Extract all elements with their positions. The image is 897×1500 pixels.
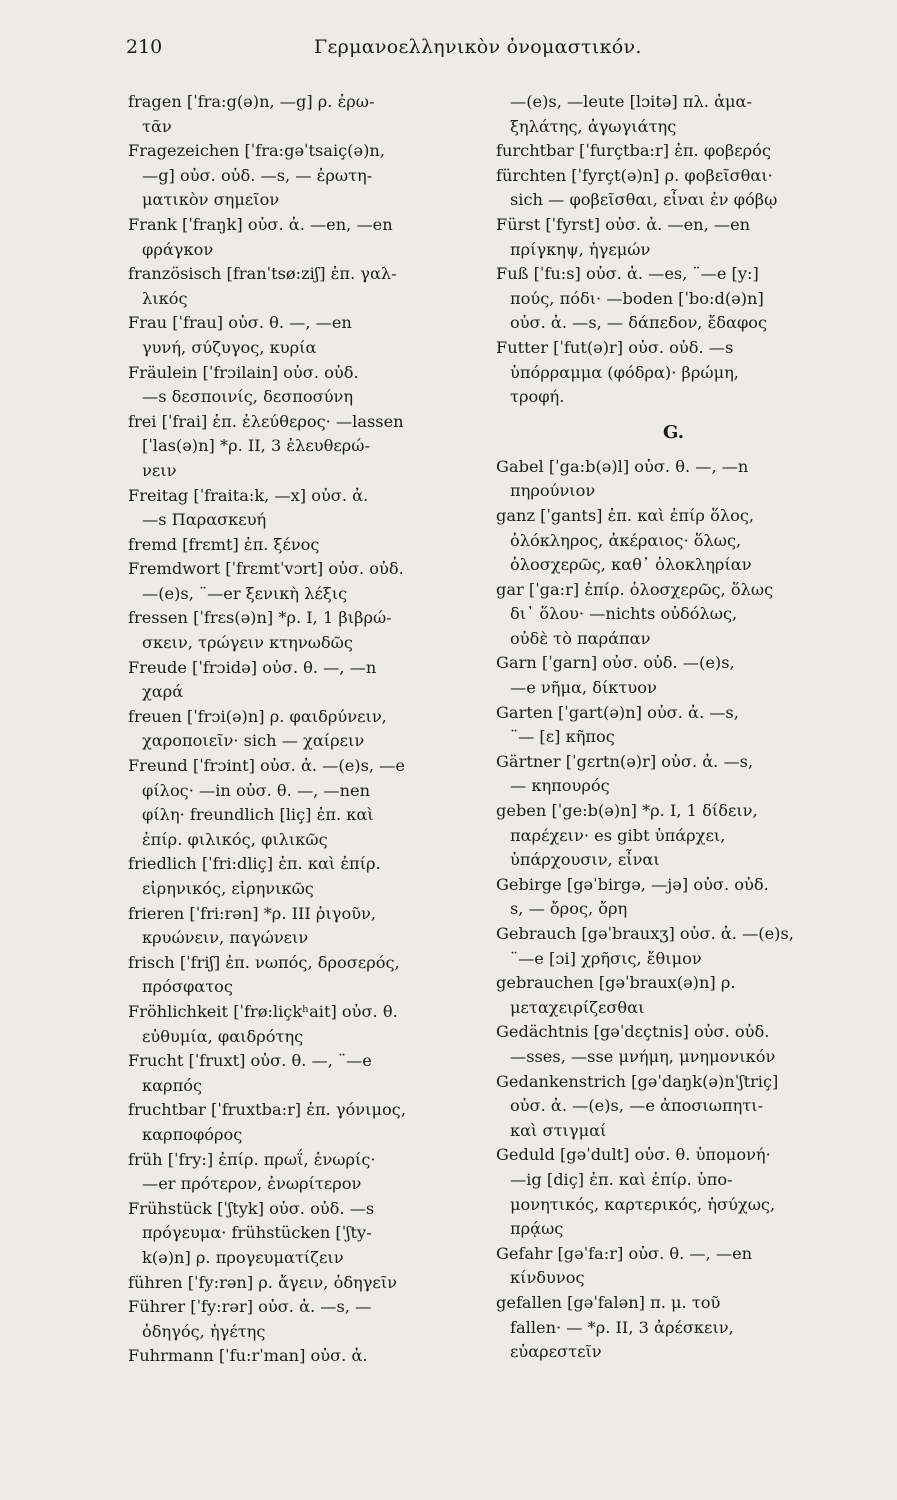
left-column-line: ἐπίρ. φιλικός, φιλικῶς — [142, 829, 328, 849]
left-column-line: Frank [ˈfraŋk] οὐσ. ἀ. —en, —en — [128, 214, 393, 234]
left-column-line: freuen [ˈfrɔi(ə)n] ρ. φαιδρύνειν, — [128, 706, 387, 726]
section-letter: G. — [663, 421, 684, 443]
left-column-line: εἰρηνικός, εἰρηνικῶς — [142, 879, 314, 898]
right-column-line: furchtbar [ˈfurçtba:r] ἐπ. φοβερός — [496, 141, 771, 161]
left-column-line: ὁδηγός, ἡγέτης — [142, 1321, 266, 1341]
left-column-line: εὐθυμία, φαιδρότης — [142, 1026, 304, 1046]
left-column-line: πρόσφατος — [142, 977, 233, 997]
left-column-line: γυνή, σύζυγος, κυρία — [142, 337, 317, 357]
left-column-line: φράγκον — [142, 239, 214, 259]
right-column-line: ¨—e [ɔi] χρῆσις, ἔθιμον — [510, 948, 702, 968]
left-column-line: —s Παρασκευή — [142, 510, 267, 530]
left-column-line: Freitag [ˈfraita:k, —x] οὐσ. ἀ. — [128, 485, 369, 505]
left-column-line: —er πρότερον, ἐνωρίτερον — [142, 1174, 362, 1194]
running-title: Γερμανοελληνικὸν ὀνομαστικόν. — [314, 36, 642, 58]
left-column-line: Frühstück [ˈʃtyk] οὐσ. οὐδ. —s — [128, 1198, 375, 1218]
right-column-line: εὐαρεστεῖν — [510, 1342, 602, 1362]
right-column-line: sich — φοβεῖσθαι, εἶναι ἐν φόβῳ — [510, 190, 778, 210]
right-column-line: Gedächtnis [gəˈdɛçtnis] οὐσ. οὐδ. — [496, 1022, 770, 1042]
page-header — [0, 28, 897, 68]
left-column-line: frisch [ˈfriʃ] ἐπ. νωπός, δροσερός, — [128, 952, 400, 972]
right-column-line: Fuß [ˈfu:s] οὐσ. ἀ. —es, ¨—e [y:] — [496, 264, 759, 284]
left-column-line: Freude [ˈfrɔidə] οὐσ. θ. —, —n — [128, 657, 377, 677]
left-column-line: fragen [ˈfra:g(ə)n, —g] ρ. ἐρω- — [128, 92, 375, 111]
right-column-line: ¨— [ɛ] κῆπος — [510, 727, 615, 747]
right-column-line: δι᾽ ὅλου· —nichts οὐδόλως, — [510, 604, 738, 624]
right-column-line: Fürst [ˈfyrst] οὐσ. ἀ. —en, —en — [496, 214, 751, 234]
right-column-line: ξηλάτης, ἀγωγιάτης — [510, 116, 677, 136]
right-column-line: Gebirge [gəˈbirgə, —jə] οὐσ. οὐδ. — [496, 874, 769, 894]
right-column-line: πούς, πόδι· —boden [ˈbo:d(ə)n] — [510, 288, 764, 308]
left-column-line: σκειν, τρώγειν κτηνωδῶς — [142, 633, 353, 653]
right-column — [496, 90, 851, 1365]
right-column-line: Gabel [ˈga:b(ə)l] οὐσ. θ. —, —n — [496, 456, 749, 476]
left-column-line: —g] οὐσ. οὐδ. —s, — ἐρωτη- — [142, 165, 373, 185]
right-column-line: gefallen [gəˈfalən] π. μ. τοῦ — [496, 1292, 721, 1312]
left-column-line: —(e)s, ¨—er ξενικὴ λέξις — [142, 583, 348, 603]
left-column-line: λικός — [142, 288, 188, 308]
left-column-line: —s δεσποινίς, δεσποσύνη — [142, 387, 354, 407]
left-column-line: Fremdwort [ˈfrɛmtˈvɔrt] οὐσ. οὐδ. — [128, 559, 404, 579]
right-column-line: παρέχειν· es gibt ὑπάρχει, — [510, 825, 726, 845]
right-column-line: fallen· — *ρ. II, 3 ἀρέσκειν, — [510, 1317, 734, 1337]
left-column-line: [ˈlas(ə)n] *ρ. II, 3 ἐλευθερώ- — [142, 436, 370, 456]
left-column-line: πρόγευμα· frühstücken [ˈʃty- — [142, 1223, 372, 1243]
left-column-line: k(ə)n] ρ. προγευματίζειν — [142, 1247, 344, 1267]
left-column-line: frei [ˈfrai] ἐπ. ἐλεύθερος· —lassen — [128, 411, 404, 431]
right-column-line: Gärtner [ˈgɛrtn(ə)r] οὐσ. ἀ. —s, — [496, 751, 754, 771]
right-column-line: —e νῆμα, δίκτυον — [510, 678, 657, 698]
right-column-line: Gedankenstrich [gəˈdaŋk(ə)nˈʃtriç] — [496, 1071, 779, 1091]
left-column-line: Fräulein [ˈfrɔilain] οὐσ. οὐδ. — [128, 362, 359, 382]
left-column-line: Freund [ˈfrɔint] οὐσ. ἀ. —(e)s, —e — [128, 756, 405, 776]
right-column-line: Garn [ˈgarn] οὐσ. οὐδ. —(e)s, — [496, 653, 735, 673]
left-column-line: Fuhrmann [ˈfu:rˈman] οὐσ. ἀ. — [128, 1346, 368, 1366]
left-column-line: τᾶν — [142, 116, 172, 136]
left-column-line: νειν — [142, 460, 177, 480]
right-column-line: s, — ὄρος, ὄρη — [510, 899, 628, 919]
left-column-line: χαροποιεῖν· sich — χαίρειν — [142, 731, 365, 751]
right-column-line: τροφή. — [510, 387, 565, 407]
right-column-line: πηρούνιον — [510, 481, 596, 501]
left-column-line: französisch [franˈtsø:ziʃ] ἐπ. γαλ- — [128, 264, 397, 284]
left-column-line: frieren [ˈfri:rən] *ρ. III ῥιγοῦν, — [128, 903, 377, 923]
right-column-line: —(e)s, —leute [lɔitə] πλ. ἁμα- — [510, 92, 752, 111]
left-column-line: friedlich [ˈfri:dliç] ἐπ. καὶ ἐπίρ. — [128, 854, 381, 874]
right-column-line: geben [ˈge:b(ə)n] *ρ. I, 1 δίδειν, — [496, 801, 758, 821]
left-column-line: φίλος· —in οὐσ. θ. —, —nen — [142, 780, 371, 800]
left-column-line: Fröhlichkeit [ˈfrø:liçkʰait] οὐσ. θ. — [128, 1001, 398, 1021]
right-column-line: —sses, —sse μνήμη, μνημονικόν — [510, 1046, 776, 1066]
left-column-line: κρυώνειν, παγώνειν — [142, 928, 309, 948]
left-column-line: καρπός — [142, 1075, 203, 1095]
right-column-line: Futter [ˈfut(ə)r] οὐσ. οὐδ. —s — [496, 337, 734, 357]
right-column-line: ὁλοσχερῶς, καθ᾽ ὁλοκληρίαν — [510, 555, 752, 575]
right-column-line: ὑπόρραμμα (φόδρα)· βρώμη, — [510, 362, 739, 382]
right-column-line: fürchten [ˈfyrçt(ə)n] ρ. φοβεῖσθαι· — [496, 165, 773, 185]
left-column-line: χαρά — [142, 682, 184, 702]
right-column-line: ὁλόκληρος, ἀκέραιος· ὅλως, — [510, 530, 742, 550]
left-column-line: ματικὸν σημεῖον — [142, 190, 280, 210]
left-column-line: fruchtbar [ˈfruxtba:r] ἐπ. γόνιμος, — [128, 1100, 406, 1120]
right-column-line: ὑπάρχουσιν, εἶναι — [510, 850, 660, 870]
right-column-line: πρᾴως — [510, 1219, 564, 1239]
right-column-line: Geduld [gəˈdult] οὐσ. θ. ὑπομονή· — [496, 1145, 771, 1165]
left-column-line: führen [ˈfy:rən] ρ. ἄγειν, ὁδηγεῖν — [128, 1272, 398, 1292]
right-column-line: gar [ˈga:r] ἐπίρ. ὁλοσχερῶς, ὅλως — [496, 579, 774, 599]
right-column-line: καὶ στιγμαί — [510, 1120, 607, 1140]
right-column-line: gebrauchen [gəˈbraux(ə)n] ρ. — [496, 973, 736, 993]
left-column-line: Führer [ˈfy:rər] οὐσ. ἀ. —s, — — [128, 1297, 372, 1317]
right-column-line: Gefahr [gəˈfa:r] οὐσ. θ. —, —en — [496, 1243, 753, 1263]
left-column-line: καρποφόρος — [142, 1124, 243, 1144]
page-number: 210 — [126, 36, 163, 58]
right-column-line: πρίγκηψ, ἡγεμών — [510, 239, 651, 259]
right-column-line: — κηπουρός — [510, 776, 610, 796]
right-column-line: μονητικός, καρτερικός, ἡσύχως, — [510, 1194, 776, 1214]
right-column-line: οὐσ. ἀ. —s, — δάπεδον, ἔδαφος — [510, 313, 768, 333]
right-column-line: —ig [diç] ἐπ. καὶ ἐπίρ. ὑπο- — [510, 1169, 733, 1189]
right-column-line: οὐσ. ἀ. —(e)s, —e ἀποσιωπητι- — [510, 1096, 764, 1116]
left-column-line: Frau [ˈfrau] οὐσ. θ. —, —en — [128, 313, 352, 333]
left-column-line: Fragezeichen [ˈfra:gəˈtsaiç(ə)n, — [128, 141, 385, 161]
right-column-line: Garten [ˈgart(ə)n] οὐσ. ἀ. —s, — [496, 702, 739, 722]
right-column-line: κίνδυνος — [510, 1268, 585, 1288]
left-column-line: φίλη· freundlich [liç] ἐπ. καὶ — [142, 805, 374, 825]
left-column — [128, 90, 483, 1369]
left-column-line: fremd [frɛmt] ἐπ. ξένος — [128, 534, 320, 554]
right-column-line: Gebrauch [gəˈbrauxʒ] οὐσ. ἀ. —(e)s, — [496, 924, 794, 943]
right-column-line: ganz [ˈgants] ἐπ. καὶ ἐπίρ ὅλος, — [496, 505, 755, 525]
left-column-line: Frucht [ˈfruxt] οὐσ. θ. —, ¨—e — [128, 1051, 372, 1071]
left-column-line: fressen [ˈfrɛs(ə)n] *ρ. I, 1 βιβρώ- — [128, 608, 392, 628]
right-column-line: οὐδὲ τὸ παράπαν — [510, 628, 651, 648]
left-column-line: früh [ˈfry:] ἐπίρ. πρωΐ, ἐνωρίς· — [128, 1149, 376, 1169]
right-column-line: μεταχειρίζεσθαι — [510, 997, 645, 1017]
